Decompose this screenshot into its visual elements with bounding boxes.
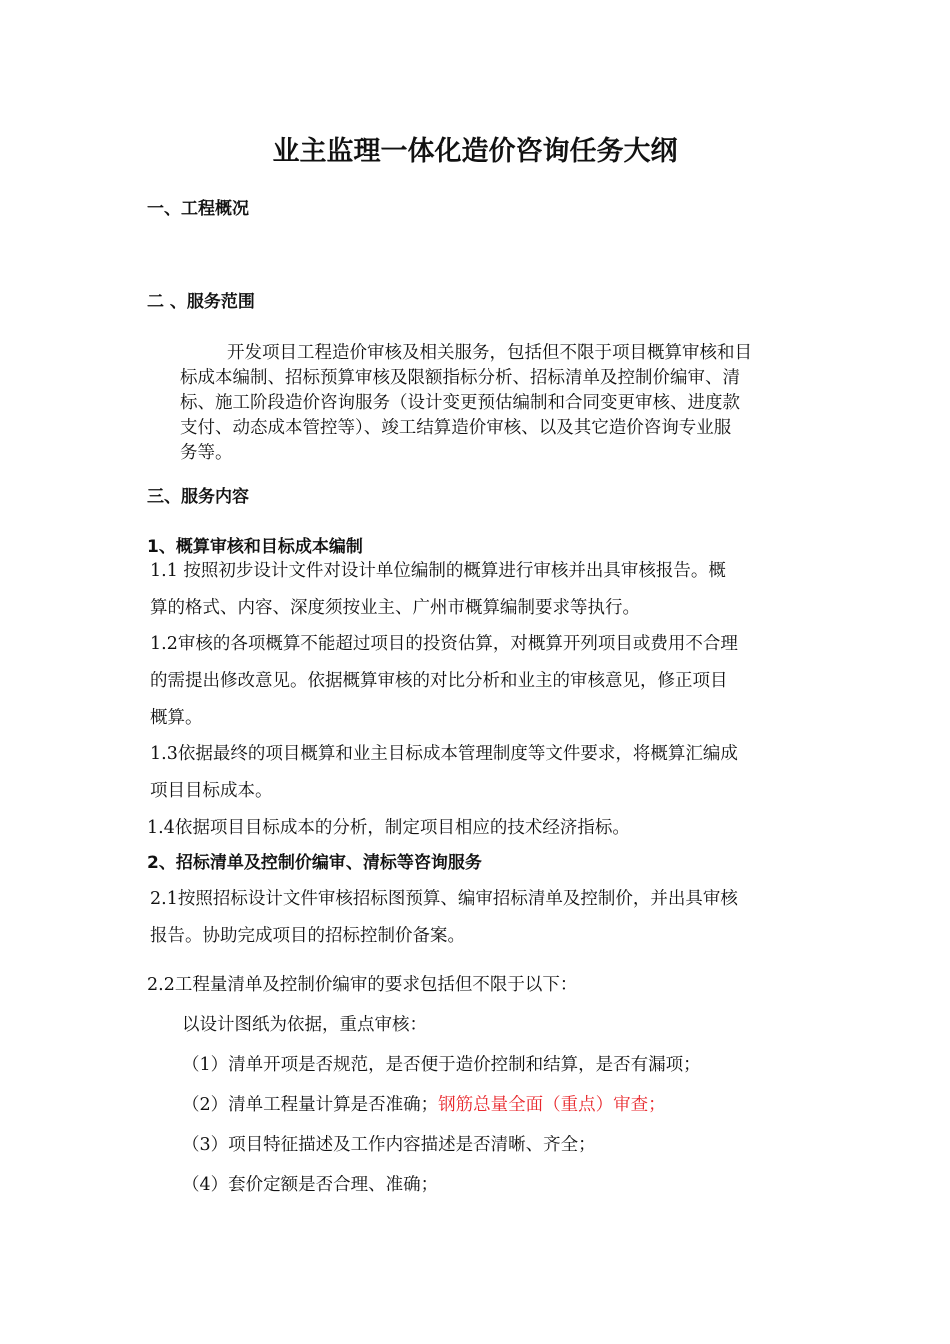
review-item-3: （3）项目特征描述及工作内容描述是否清晰、齐全；	[182, 1135, 596, 1155]
estimate-line: 项目目标成本。	[150, 781, 273, 801]
review-item-2-highlight: 钢筋总量全面（重点）审查；	[438, 1095, 666, 1115]
subsection-heading-estimate: 1、概算审核和目标成本编制	[147, 537, 363, 557]
review-item-2-text: （2）清单工程量计算是否准确；	[182, 1095, 439, 1115]
bidding-line: 报告。协助完成项目的招标控制价备案。	[150, 926, 465, 946]
bidding-line: 2.2工程量清单及控制价编审的要求包括但不限于以下：	[147, 975, 578, 995]
review-item-4: （4）套价定额是否合理、准确；	[182, 1175, 439, 1195]
estimate-line: 1.3依据最终的项目概算和业主目标成本管理制度等文件要求，将概算汇编成	[150, 744, 738, 764]
scope-paragraph-line: 标成本编制、招标预算审核及限额指标分析、招标清单及控制价编审、清	[180, 368, 740, 388]
document-title: 业主监理一体化造价咨询任务大纲	[272, 136, 678, 167]
scope-paragraph-line: 标、施工阶段造价咨询服务（设计变更预估编制和合同变更审核、进度款	[180, 393, 740, 413]
estimate-line: 1.2审核的各项概算不能超过项目的投资估算，对概算开列项目或费用不合理	[150, 634, 738, 654]
review-item-2	[182, 1094, 666, 1116]
subsection-heading-bidding: 2、招标清单及控制价编审、清标等咨询服务	[147, 853, 482, 873]
scope-paragraph-line: 开发项目工程造价审核及相关服务，包括但不限于项目概算审核和目	[227, 343, 752, 363]
estimate-line: 的需提出修改意见。依据概算审核的对比分析和业主的审核意见，修正项目	[150, 671, 728, 691]
estimate-line: 算的格式、内容、深度须按业主、广州市概算编制要求等执行。	[150, 598, 640, 618]
estimate-line: 1.1 按照初步设计文件对设计单位编制的概算进行审核并出具审核报告。概	[150, 561, 726, 581]
section-heading-content: 三、服务内容	[147, 487, 249, 507]
section-heading-overview: 一、工程概况	[147, 199, 249, 219]
scope-paragraph-line: 支付、动态成本管控等）、竣工结算造价审核、以及其它造价咨询专业服	[180, 418, 732, 438]
bidding-line: 以设计图纸为依据，重点审核：	[182, 1015, 427, 1035]
section-heading-scope: 二 、服务范围	[147, 292, 255, 312]
review-item-1: （1）清单开项是否规范，是否便于造价控制和结算，是否有漏项；	[182, 1055, 701, 1075]
estimate-line: 1.4依据项目目标成本的分析，制定项目相应的技术经济指标。	[147, 818, 630, 838]
bidding-line: 2.1按照招标设计文件审核招标图预算、编审招标清单及控制价，并出具审核	[150, 889, 738, 909]
scope-paragraph-line: 务等。	[180, 443, 233, 463]
estimate-line: 概算。	[150, 708, 203, 728]
